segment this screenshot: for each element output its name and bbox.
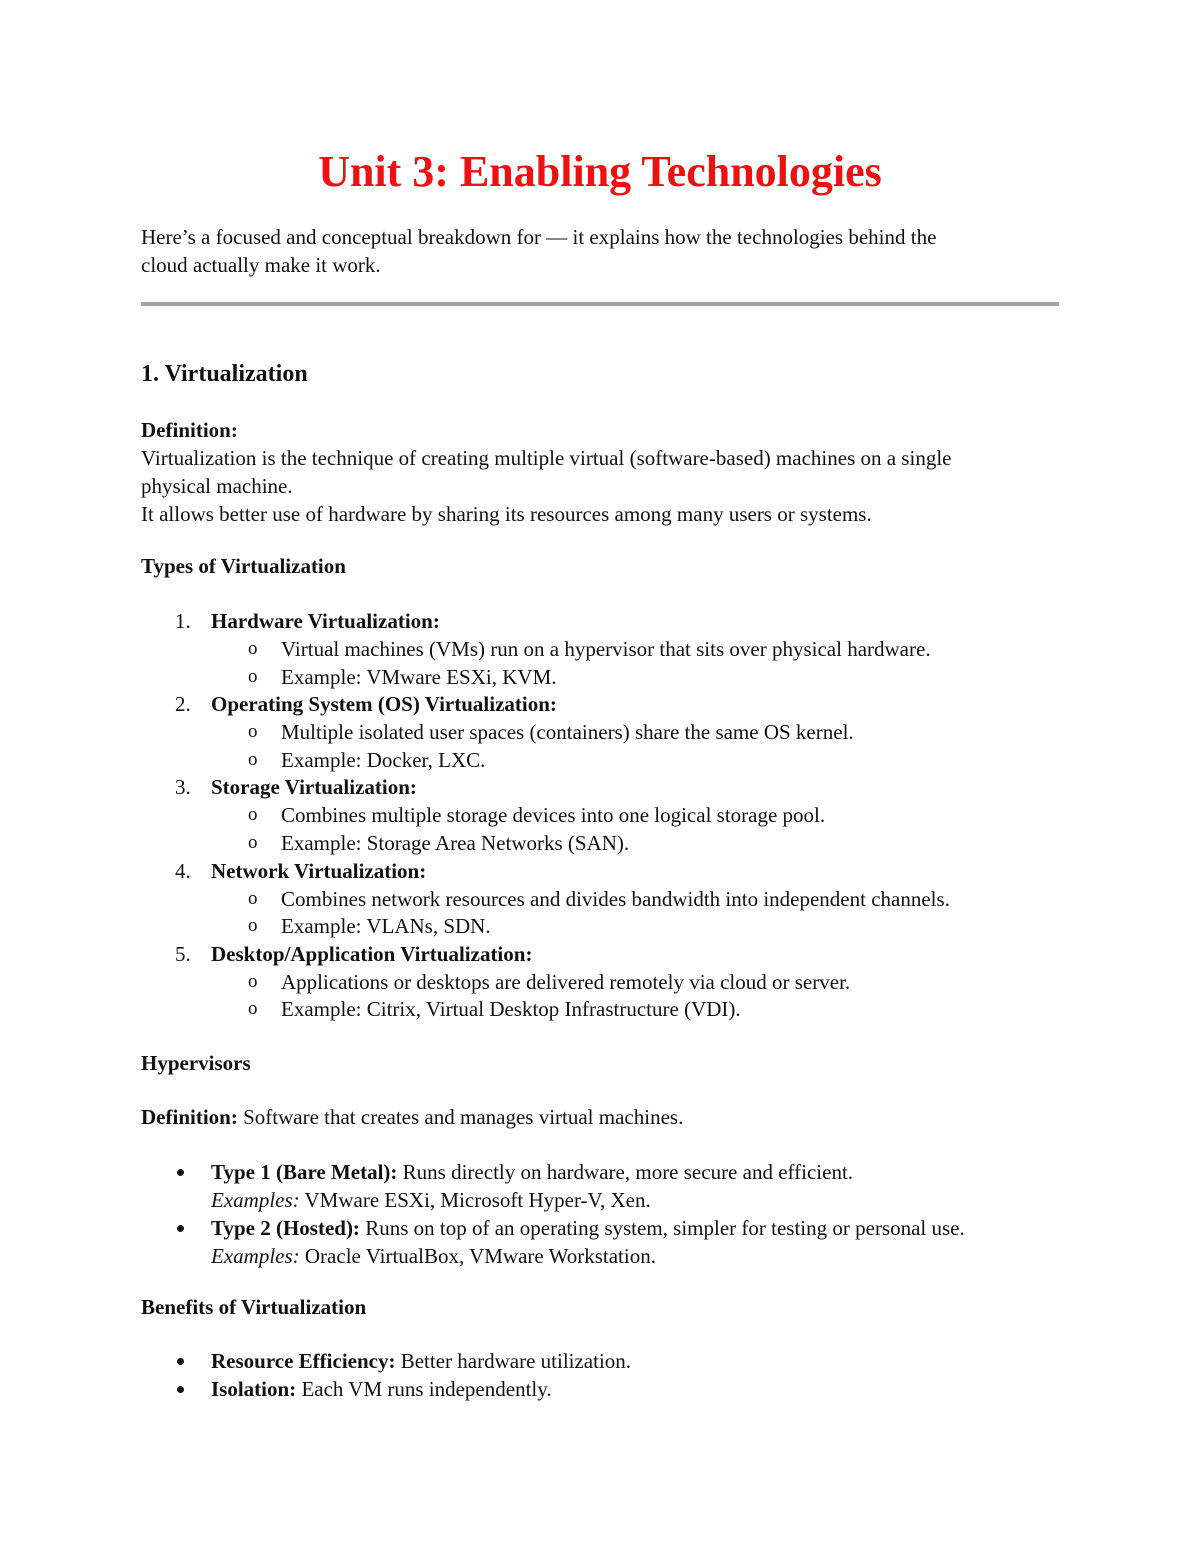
intro-line: Here’s a focused and conceptual breakdown for — it explains how the technologies behind the [141,225,937,249]
sub-bullet-icon: o [248,831,258,853]
page-title: Unit 3: Enabling Technologies [318,147,882,196]
bullet-icon [177,1358,184,1365]
benefits-list [141,1347,1071,1403]
list-number: 3. [175,775,191,800]
hypervisor-definition [141,1103,1071,1131]
type-point: Combines multiple storage devices into one logical storage pool. [281,803,826,828]
list-item [141,690,1071,773]
hypervisor-type-text: Runs on top of an operating system, simpler for testing or personal use. [359,1216,965,1240]
list-number: 4. [175,858,191,883]
type-point: Multiple isolated user spaces (containers) share the same OS kernel. [281,720,854,745]
type-point: Example: Docker, LXC. [281,747,486,772]
hypervisor-definition-text: Software that creates and manages virtual machines. [237,1105,684,1129]
type-point: Virtual machines (VMs) run on a hypervisor that sits over physical hardware. [281,637,931,661]
examples-label: Examples: [211,1188,300,1212]
hypervisor-types-list [141,1158,1071,1270]
sub-bullet-icon: o [248,748,258,770]
sub-bullet-icon: o [248,998,258,1020]
sub-bullet-icon: o [248,721,258,743]
list-number: 5. [175,941,191,966]
types-heading: Types of Virtualization [141,554,346,578]
definition-line: physical machine. [141,474,293,498]
types-list [141,607,1071,1023]
definition-line: It allows better use of hardware by sharing its resources among many users or systems. [141,502,872,526]
intro-line: cloud actually make it work. [141,253,381,277]
bullet-icon [177,1169,184,1176]
examples-label: Examples: [211,1244,300,1268]
sub-bullet-icon: o [248,887,258,909]
list-item [141,1158,1071,1214]
type-point: Example: VMware ESXi, KVM. [281,664,557,689]
bullet-icon [177,1386,184,1393]
hypervisor-type-label: Type 2 (Hosted): [211,1216,360,1240]
sub-bullet-icon: o [248,665,258,687]
list-item [141,1214,1071,1270]
type-point: Applications or desktops are delivered remotely via cloud or server. [281,969,851,994]
type-point: Example: Citrix, Virtual Desktop Infrastructure (VDI). [281,997,741,1022]
benefit-text: Each VM runs independently. [296,1377,552,1401]
intro-paragraph [141,223,1061,279]
type-point: Combines network resources and divides bandwidth into independent channels. [281,886,950,911]
benefit-label: Resource Efficiency: [211,1349,396,1373]
examples-text: VMware ESXi, Microsoft Hyper-V, Xen. [299,1188,651,1212]
list-item [141,1347,1071,1375]
benefit-text: Better hardware utilization. [395,1349,632,1373]
type-title: Network Virtualization: [211,858,427,883]
horizontal-rule [141,302,1059,306]
sub-bullet-icon: o [248,638,258,659]
hypervisor-type-label: Type 1 (Bare Metal): [211,1160,398,1184]
type-point: Example: VLANs, SDN. [281,914,491,939]
list-item [141,1375,1071,1403]
hypervisor-type-text: Runs directly on hardware, more secure and efficient. [397,1160,854,1184]
benefits-heading: Benefits of Virtualization [141,1295,367,1319]
definition-block [141,416,1071,528]
type-title: Desktop/Application Virtualization: [211,941,533,966]
list-number: 2. [175,692,191,717]
type-point: Example: Storage Area Networks (SAN). [281,830,630,855]
list-item [141,857,1071,940]
benefit-label: Isolation: [211,1377,297,1401]
hypervisors-heading: Hypervisors [141,1051,251,1075]
bullet-icon [177,1225,184,1232]
sub-bullet-icon: o [248,915,258,937]
type-title: Storage Virtualization: [211,775,417,800]
sub-bullet-icon: o [248,970,258,992]
list-item [141,773,1071,856]
type-title: Operating System (OS) Virtualization: [211,692,557,717]
hypervisor-definition-label: Definition: [141,1105,238,1129]
definition-label: Definition: [141,418,238,442]
sub-bullet-icon: o [248,804,258,826]
section-heading-virtualization: 1. Virtualization [141,361,308,387]
list-item [141,940,1071,1023]
list-number: 1. [175,609,191,633]
type-title: Hardware Virtualization: [211,609,440,633]
list-item [141,607,1071,690]
examples-text: Oracle VirtualBox, VMware Workstation. [299,1244,656,1268]
definition-line: Virtualization is the technique of creating multiple virtual (software-based) machines on a single [141,446,952,470]
